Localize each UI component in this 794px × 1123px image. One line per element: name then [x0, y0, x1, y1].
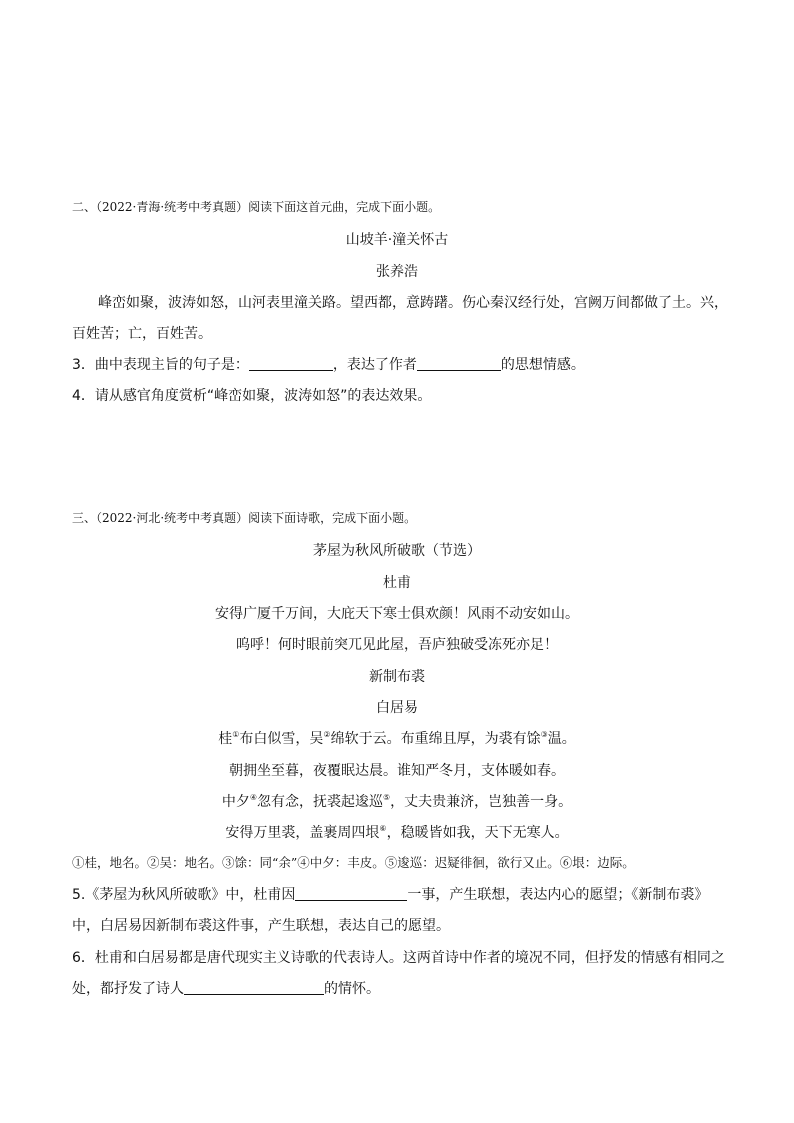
question-6-line2: [72, 978, 380, 998]
poem2-line1-c: 绵软于云。布重绵且厚，为裘有馀: [330, 731, 541, 747]
question-5-part1: 5.《茅屋为秋风所破歌》中，杜甫因: [72, 887, 296, 903]
poem2-line1-b: 布白似雪，吴: [239, 731, 324, 747]
poem-title-maowu: 茅屋为秋风所破歌（节选）: [313, 543, 481, 559]
question-3-num: 3．: [72, 357, 95, 373]
footnote-mark-2: ②: [323, 730, 331, 739]
poem2-line2: 朝拥坐至暮，夜覆眠达晨。谁知严冬月，支体暖如春。: [229, 763, 565, 779]
poem-text-line1: 峰峦如聚，波涛如怒，山河表里潼关路。望西都，意踌躇。伤心秦汉经行处，宫阙万间都做了土。兴，: [98, 295, 728, 311]
poem2-line3-c: ，丈夫贵兼济，岂独善一身。: [390, 794, 573, 810]
poem1-line2: 呜呼！何时眼前突兀见此屋，吾庐独破受冻死亦足！: [236, 637, 558, 653]
question-3-part3: 的思想情感。: [500, 357, 585, 373]
question-5-line2: 中，白居易因新制布裘这件事，产生联想，表达自己的愿望。: [72, 918, 450, 934]
poem2-line1: [0, 728, 794, 748]
footnote-mark-3: ③: [540, 730, 548, 739]
footnote-mark-6: ⑥: [379, 824, 387, 833]
poem1-line1: 安得广厦千万间，大庇天下寒士俱欢颜！风雨不动安如山。: [215, 606, 579, 622]
question-3-part1: 曲中表现主旨的句子是：: [94, 357, 249, 373]
question-6-line1: 6．杜甫和白居易都是唐代现实主义诗歌的代表诗人。这两首诗中作者的境况不同，但抒发的情感有相同之: [72, 950, 725, 966]
poem2-line3: [0, 791, 794, 811]
question-5-part2: 一事，产生联想，表达内心的愿望；《新制布裘》: [407, 887, 709, 903]
poem2-line4-a: 安得万里裘，盖裹周四垠: [225, 825, 380, 841]
poem-text-line2: 百姓苦；亡，百姓苦。: [72, 326, 212, 342]
question-3: [72, 354, 585, 374]
poem2-line4: [0, 822, 794, 842]
footnotes: ①桂，地名。②吴：地名。③馀：同“余”④中夕：丰皮。⑤逡巡：迟疑徘徊，欲行又止。⑥垠：边际。: [72, 855, 635, 870]
question-6-part2: 的情怀。: [324, 981, 380, 997]
poem-title-shanpoyang: 山坡羊·潼关怀古: [345, 232, 449, 248]
poem-author-du: 杜甫: [383, 575, 411, 591]
footnote-mark-5: ⑤: [383, 793, 391, 802]
answer-blank-3a[interactable]: [249, 356, 333, 371]
poem-author-zhang: 张养浩: [376, 264, 418, 280]
section2-heading: 二、（2022·青海·统考中考真题）阅读下面这首元曲，完成下面小题。: [72, 200, 441, 214]
section3-heading: 三、（2022·河北·统考中考真题）阅读下面诗歌，完成下面小题。: [72, 511, 417, 525]
poem-title-xinzhi: 新制布裘: [369, 669, 425, 685]
poem2-line3-b: 忽有念，抚裘起逡巡: [257, 794, 383, 810]
poem2-line1-a: 桂: [218, 731, 233, 747]
footnote-mark-1: ①: [232, 730, 240, 739]
question-5-line1: [72, 884, 708, 904]
question-3-part2: ，表达了作者: [332, 357, 417, 373]
answer-blank-6[interactable]: [184, 980, 324, 995]
footnote-mark-4: ④: [249, 793, 257, 802]
poem2-line3-a: 中夕: [221, 794, 250, 810]
poem2-line1-d: 温。: [547, 731, 576, 747]
answer-blank-5[interactable]: [295, 886, 407, 901]
question-4: 4．请从感官角度赏析“峰峦如聚，波涛如怒”的表达效果。: [72, 388, 432, 404]
poem-author-bai: 白居易: [376, 700, 418, 716]
poem2-line4-b: ，稳暖皆如我，天下无寒人。: [386, 825, 569, 841]
question-6-part1: 处，都抒发了诗人: [72, 981, 184, 997]
answer-blank-3b[interactable]: [417, 356, 501, 371]
